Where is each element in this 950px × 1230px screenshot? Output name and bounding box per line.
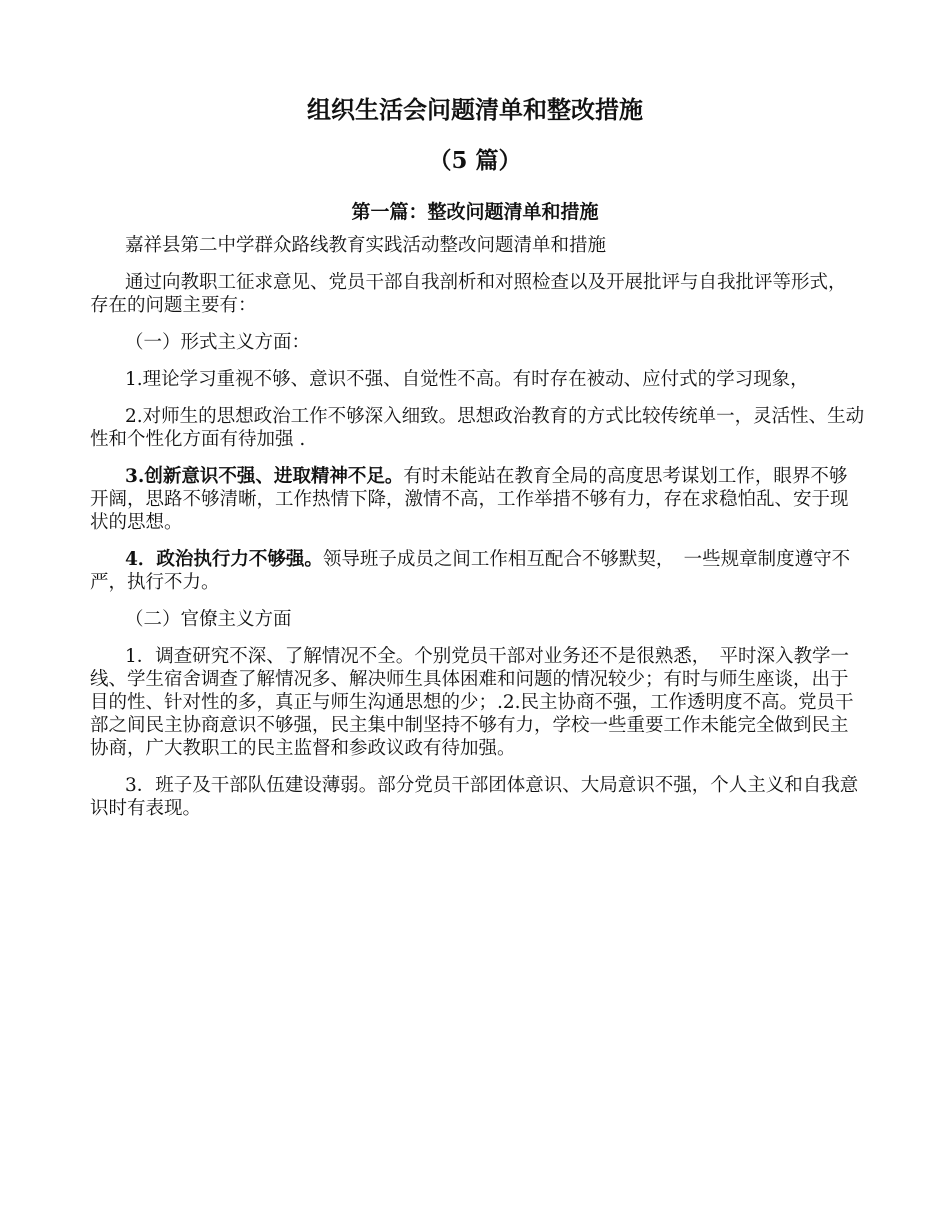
section-title: 第一篇：整改问题清单和措施 <box>351 201 599 223</box>
paragraph-formalism-item-1: 1.理论学习重视不够、意识不强、自觉性不高。有时存在被动、应付式的学习现象， <box>125 369 809 390</box>
paragraph-formalism-item-4: 4．政治执行力不够强。领导班子成员之间工作相互配合不够默契， 一些规章制度遵守不严，执行不力。 <box>90 549 851 593</box>
subheading-bureaucracy: （二）官僚主义方面 <box>125 609 292 630</box>
paragraph-bureaucracy-item-3: 3．班子及干部队伍建设薄弱。部分党员干部团体意识、大局意识不强，个人主义和自我意识时有表现。 <box>90 775 859 819</box>
paragraph-formalism-item-2: 2.对师生的思想政治工作不够深入细致。思想政治教育的方式比较传统单一，灵活性、生动性和个性化方面有待加强 . <box>90 406 865 450</box>
paragraph-bureaucracy-item-1: 1．调查研究不深、了解情况不全。个别党员干部对业务还不是很熟悉， 平时深入教学一线、学生宿舍调查了解情况多、解决师生具体困难和问题的情况较少；有时与师生座谈，出于目的性、针对性的多，真正与师生沟通思想的少；.2.民主协商不强，工作透明度不高。党员干部之间民主协商意识不够强，民主集中制坚持不够有力，学校一些重要工作未能完全做到民主协商，广大教职工的民主监督和参政议政有待加强。 <box>90 646 854 759</box>
document-subtitle: （5 篇） <box>428 147 522 174</box>
item-lead-bold: 4．政治执行力不够强。 <box>125 549 323 570</box>
subheading-formalism: （一）形式主义方面： <box>125 332 311 353</box>
paragraph-formalism-item-3: 3.创新意识不强、进取精神不足。有时未能站在教育全局的高度思考谋划工作，眼界不够开阔，思路不够清晰，工作热情下降，激情不高，工作举措不够有力，存在求稳怕乱、安于现状的思想。 <box>90 466 849 533</box>
item-lead-bold: 3.创新意识不强、进取精神不足。 <box>125 466 404 487</box>
paragraph-school-heading: 嘉祥县第二中学群众路线教育实践活动整改问题清单和措施 <box>125 235 607 256</box>
document-title: 组织生活会问题清单和整改措施 <box>307 95 643 124</box>
paragraph-intro: 通过向教职工征求意见、党员干部自我剖析和对照检查以及开展批评与自我批评等形式， 存在的问题主要有： <box>90 272 856 316</box>
document-body <box>90 234 865 834</box>
